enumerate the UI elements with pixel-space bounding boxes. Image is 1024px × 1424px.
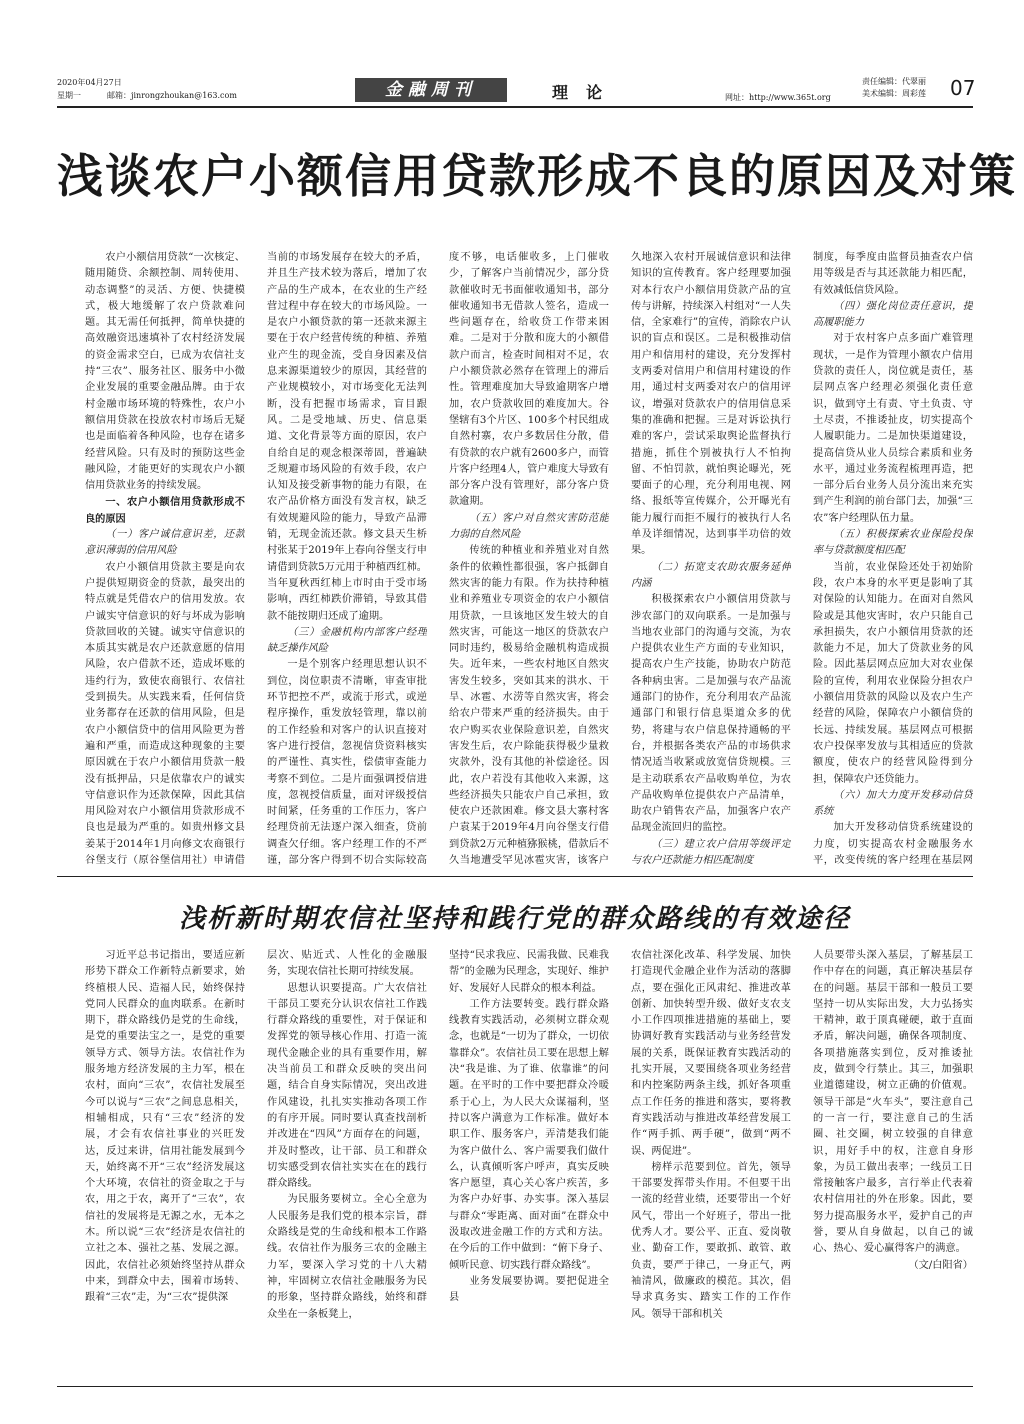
website: 网址：http://www.365t.org <box>725 93 831 102</box>
date: 2020年04月27日 <box>57 78 122 87</box>
paragraph: 一是个别客户经理思想认识不到位，岗位职责不清晰，审查审批环节把控不严，或流于形式，或逆程序操作，重发放轻管理，靠以前的工作经验和对客户的认识直接对客户进行授信，忽视信贷资料核实的严谨性、真实性，偿债审查能力考察不到位。二是片面强调授信进度，忽视授信质量，面对评级授信时间紧，任务重的工作压力，客户经理贷前无法逐户深入细查，贷前调查欠仔细。客户经理工作的不严谨，部分客户得到不切合实际较高 <box>267 659 427 866</box>
article1-column <box>85 250 245 870</box>
chief-editor: 责任编辑：代翠丽 <box>862 77 926 86</box>
paragraph: 业务发展要协调。要把促进全县 <box>449 1275 609 1304</box>
paragraph: 制度，每季度由监督员抽查农户信用等级是否与其还款能力相匹配，有效减低信贷风险。 <box>813 252 973 296</box>
paragraph: 农户小额信用贷款“一次核定、随用随贷、余额控制、周转使用、动态调整”的灵活、方便、快捷模式，极大地缓解了农户贷款难问题。其无需任何抵押，简单快捷的高效融资迅速填补了农村经济发展的资金需求空白，已成为农信社支持“三农”、服务社区、服务中小微企业发展的重要金融品牌。由于农村金融市场环境的特殊性，农户小额信用贷款在投放农村市场后无疑也是面临着各种风险，也存在诸多经营风险。只有及时的预防这些金融风险，才能更好的实现农户小额信用贷款业务的持续发展。 <box>85 252 245 492</box>
article2-column <box>267 948 427 1378</box>
paragraph: 度不够，电话催收多，上门催收少，了解客户当前情况少，部分贷款催收时无书面催收通知书，部分催收通知书无借款人签名，造成一些问题存在，给收贷工作带来困难。二是对于分散和庞大的小额借款户而言，检查时间相对不足，农户小额贷款必然存在管理上的滞后性。管理难度加大导致逾期客户增加，农户贷款收回的难度加大。谷堡辖有3个片区、100多个村民组成自然村寨，农户多数居住分散，借有贷款的农户就有2600多户，而管片客户经理4人，管户难度大导致有部分客户没有管理好，部分客户贷款逾期。 <box>449 252 609 508</box>
article2-column <box>813 948 973 1378</box>
paragraph: 习近平总书记指出，要适应新形势下群众工作新特点新要求，始终植根人民、造福人民，始终保持党同人民群众的血肉联系。在新时期下，群众路线仍是党的生命线，是党的重要法宝之一，是党的重要领导方式、领导方法。农信社作为服务地方经济发展的主力军，根在农村，面向“三农”，农信社发展至今可以说与“三农”之间息息相关，相辅相成，只有“三农”经济的发展，才会有农信社事业的兴旺发达，反过来讲，信用社能发展到今天，始终离不开“三农”经济发展这个大环境，农信社的资金取之于与农，用之于农，离开了“三农”，农信社的发展将是无源之水，无本之木。所以说“三农”经济是农信社的立社之本、强社之基、发展之源。因此，农信社必须始终坚持从群众中来，到群众中去，围着市场转、跟着“三农”走，为“三农”提供深 <box>85 950 245 1304</box>
paragraph: 人员要带头深入基层，了解基层工作中存在的问题，真正解决基层存在的问题。基层干部和一般员工要坚持一切从实际出发，大力弘扬实干精神，敢于顶真碰硬，敢于直面矛盾，解决问题，确保各项制度、各项措施落实到位，反对推诿扯皮，做到令行禁止。其三，加强职业道德建设，树立正确的价值观。领导干部是“火车头”，要注意自己的一言一行，要注意自己的生活圈、社交圈，树立较强的自律意识，用好手中的权，注意自身形象，为员工做出表率；一线员工日常接触客户最多，言行举止代表着农村信用社的外在形象。因此，要努力提高服务水平，爱护自己的声誉，要从自身做起，以自己的诚心、热心、爱心赢得客户的满意。 <box>813 950 973 1255</box>
section-heading: 一、农户小额信用贷款形成不良的原因 <box>85 496 245 525</box>
article2-title: 浅析新时期农信社坚持和践行党的群众路线的有效途径 <box>178 904 851 934</box>
section-heading: （三）金融机构内部客户经理缺乏操作风险 <box>267 626 427 655</box>
paragraph: 当前，农业保险还处于初始阶段，农户本身的水平更是影响了其对保险的认知能力。在面对自然风险或是其他灾害时，农户只能自己承担损失，农户小额信用贷款的还款能力不足，加大了贷款业务的风险。因此基层网点应加大对农业保险的宣传，利用农业保险分担农户小额信用贷款的风险以及农户生产经营的风险，保障农户小额信贷的长远、持续发展。基层网点可根据农户投保率发放与其相适应的贷款额度，使农户的经营风险得到分担，保障农户还贷能力。 <box>813 561 973 785</box>
paragraph: 当前的市场发展存在较大的矛盾，并且生产技术较为落后，增加了农产品的生产成本，在农业的生产经营过程中存在较大的市场风险。一是农户小额贷款的第一还款来源主要在于农户经营传统的种植、养殖业产生的现金流，受自身因素及信息来源渠道较少的原因，其经营的产业规模较小，对市场变化无法判断，没有把握市场需求，盲目跟风。二是受地域、历史、信息渠道、文化背景等方面的原因，农户自给自足的观念根深蒂固，普遍缺乏规避市场风险的有效手段，农户认知及接受新事物的能力有限，在农产品价格方面没有发言权，缺乏有效规避风险的能力，导致产品滞销，无现金流还款。修文县天生桥村张某于2019年上春向谷堡支行申请借到贷款5万元用于种植西红柿。当年夏秋西红柿上市时由于受市场影响，西红柿跌价滞销，导致其借款不能按期归还成了逾期。 <box>267 252 427 622</box>
page-header <box>57 76 977 106</box>
article1-column <box>267 250 427 870</box>
paragraph: 思想认识要提高。广大农信社干部员工要充分认识农信社工作践行群众路线的重要性，对于保证和发挥党的领导核心作用、打造一流现代金融企业的具有重要作用，解决当前员工和群众反映的突出问题，结合自身实际情况，突出改进作风建设，扎扎实实推动各项工作的有序开展。同时要认真查找剖析并改进在“四风”方面存在的问题，并及时整改，让干部、员工和群众切实感受到农信社实实在在的践行群众路线。 <box>267 982 427 1190</box>
byline: （文/白阳省） <box>908 1259 973 1271</box>
paragraph: 传统的种植业和养殖业对自然条件的依赖性都很强，客户抵御自然灾害的能力有限。作为扶持种植业和养殖业专项资金的农户小额信用贷款，一旦该地区发生较大的自然灾害，可能这一地区的贷款农户同时违约，极易给金融机构造成损失。近年来，一些农村地区自然灾害发生较多，突如其来的洪水、干旱、冰雹、水涝等自然灾害，将会给农户带来严重的经济损失。由于农户购买农业保险意识差，自然灾害发生后，农户除能获得极少量救灾款外，没有其他的补偿途径。因此，农户若没有其他收入来源，这些经济损失只能农户自己承担，致使农户还款困难。修文县大寨村客户袁某于2019年4月向谷堡支行借到贷款2万元种植猕猴桃，借款后不久当地遭受罕见冰雹灾害，该客户 <box>449 545 609 866</box>
section-heading: （一）客户诚信意识差，还款意识薄弱的信用风险 <box>85 529 245 557</box>
art-editor: 美术编辑：周彩莲 <box>862 89 926 98</box>
paragraph: 坚持“民求我应、民需我做、民难我帮”的金融为民理念，实现好、维护好、发展好人民群众的根本利益。 <box>449 950 609 994</box>
section-heading: （三）建立农户信用等级评定与农户还款能力相匹配制度 <box>631 838 791 866</box>
paragraph: 农户小额信用贷款主要是向农户提供短期资金的贷款，最突出的特点就是凭借农户的信用发放。农户诚实守信意识的好与坏成为影响贷款回收的关键。诚实守信意识的本质其实就是农户还款意愿的信用风险，农户借款不还，造成坏账的违约行为，致使农商银行、农信社受到损失。从实践来看，任何信贷业务都存在还款的信用风险，但是农户小额信贷中的信用风险更为普遍和严重，而造成这种现象的主要原因就在于农户小额信用贷款一般没有抵押品，只是依靠农户的诚实守信意识作为还款保障，因此其信用风险对农户小额信用贷款形成不良也是最为严重的。如贵州修文县姜某于2014年1月向修文农商银行谷堡支行（原谷堡信用社）申请借 <box>85 561 245 866</box>
article1-column <box>813 250 973 870</box>
section-heading: （五）积极探索农业保险投保率与贷款额度相匹配 <box>813 529 973 557</box>
article2-body <box>85 948 973 1378</box>
article1-title: 浅谈农户小额信用贷款形成不良的原因及对策 <box>57 149 1017 203</box>
paragraph: 为民服务要树立。全心全意为人民服务是我们党的根本宗旨，群众路线是党的生命线和根本工作路线。农信社作为服务三农的金融主力军，要深入学习党的十八大精神，牢固树立农信社金融服务为民的形象，坚持群众路线，始终和群众坐在一条板凳上， <box>267 1194 427 1320</box>
date-block <box>57 76 237 102</box>
paragraph: 加大开发移动信贷系统建设的力度，切实提高农村金融服务水平，改变传统的客户经理在基层网 <box>813 822 973 866</box>
header-rule <box>57 106 973 108</box>
section-heading: （二）拓宽支农助农服务延伸内涵 <box>631 561 791 589</box>
paragraph: 对于农村客户点多面广难管理现状，一是作为管理小额农户信用贷款的责任人，岗位就是责任，基层网点客户经理必须强化责任意识，做到守土有责、守土负责、守土尽责，不推诿扯皮，切实提高个人履职能力。二是加快渠道建设，提高信贷从业人员综合素质和业务水平，通过业务流程梳理再造，把一部分后台业务人员分流出来充实到产生利润的前台部门去，加强“三农”客户经理队伍力量。 <box>813 333 973 524</box>
article1-body <box>85 250 973 870</box>
paragraph <box>631 869 791 870</box>
section-name: 理论 <box>552 83 621 102</box>
article1-column <box>631 250 791 870</box>
article1-column <box>449 250 609 870</box>
paragraph: 农信社深化改革、科学发展、加快打造现代金融企业作为活动的落脚点，要在强化正风肃纪、推进改革创新、加快转型升级、做好支农支小工作四项推进措施的基础上，要协调好教育实践活动与业务经营发展的关系，既保证教育实践活动的扎实开展，又要围绕各项业务经营和内控案防两条主线，抓好各项重点工作任务的推进和落实，要将教育实践活动与推进改革经营发展工作“两手抓、两手硬”，做到“两不误、两促进”。 <box>631 950 791 1157</box>
article-divider <box>57 876 973 877</box>
paragraph: 久地深入农村开展诚信意识和法律知识的宣传教育。客户经理要加强对本行农户小额信用贷款产品的宣传与讲解，持续深入村组对“一人失信，全家难行”的宣传，消除农户认识的盲点和误区。二是积极推动信用户和信用村的建设，充分发挥村支两委对信用户和信用村建设的作用，通过村支两委对农户的信用评议，增强对贷款农户的信用信息采集的准确和把握。三是对诉讼执行难的客户，尝试采取舆论监督执行措施，抓住个别被执行人不怕拘留、不怕罚款，就怕舆论曝光，死要面子的心理，充分利用电视、网络、报纸等宣传媒介，公开曝光有能力履行而拒不履行的被执行人名单及详细情况，达到事半功倍的效果。 <box>631 252 791 557</box>
email: 邮箱：jinrongzhoukan@163.com <box>107 91 237 100</box>
footer-rule <box>57 1386 973 1387</box>
masthead: 金融周刊 <box>355 78 507 102</box>
weekday: 星期一 <box>57 91 81 100</box>
paragraph: 榜样示范要到位。首先，领导干部要发挥带头作用。不但要干出一流的经营业绩，还要带出一个好风气，带出一个好班子，带出一批优秀人才。要公平、正直、爱岗敬业、勤奋工作，要敢抓、敢管、敢负责，要严于律己，一身正气，两袖清风，做廉政的模范。其次，倡导求真务实、踏实工作的工作作风。领导干部和机关 <box>631 1161 791 1320</box>
article2-column <box>449 948 609 1378</box>
paragraph: 层次、贴近式、人性化的金融服务，实现农信社长期可持续发展。 <box>267 950 427 978</box>
paragraph: 积极探索农户小额信用贷款与涉农部门的双向联系。一是加强与当地农业部门的沟通与交流，为农户提供农业生产方面的专业知识，提高农户生产技能，协助农户防范各种病虫害。二是加强与农产品流通部门的协作，充分利用农产品流通部门和银行信息渠道众多的优势，将建与农户信息保持通畅的平台，并根据各类农产品的市场供求情况适当收紧或放宽信贷规模。三是主动联系农产品收购单位，为农产品收购单位提供农户产品清单，助农户销售农产品，加强客户农产品现金流回归的监控。 <box>631 594 791 834</box>
section-heading: （四）强化岗位责任意识，提高履职能力 <box>813 300 973 329</box>
section-heading: （六）加大力度开发移动信贷系统 <box>813 789 973 818</box>
editors <box>862 76 926 100</box>
article2-column <box>631 948 791 1378</box>
section-heading: （五）客户对自然灾害防范能力弱的自然风险 <box>449 512 609 541</box>
page-number: 07 <box>950 76 976 100</box>
article2-column <box>85 948 245 1378</box>
paragraph: 工作方法要转变。践行群众路线教育实践活动，必须树立群众观念，也就是“一切为了群众，一切依靠群众”。农信社员工要在思想上解决“我是谁、为了谁、依靠谁”的问题。在平时的工作中要把群众冷暖系于心上，为人民大众谋福利，坚持以客户满意为工作标准。做好本职工作、服务客户，弄清楚我们能为客户做什么、客户需要我们做什么，认真倾听客户呼声，真实反映客户愿望，真心关心客户疾苦，多为客户办好事、办实事。深入基层与群众“零距离、面对面”在群众中汲取改进金融工作的方式和方法。在今后的工作中做到：“俯下身子、倾听民意、切实践行群众路线”。 <box>449 998 609 1271</box>
